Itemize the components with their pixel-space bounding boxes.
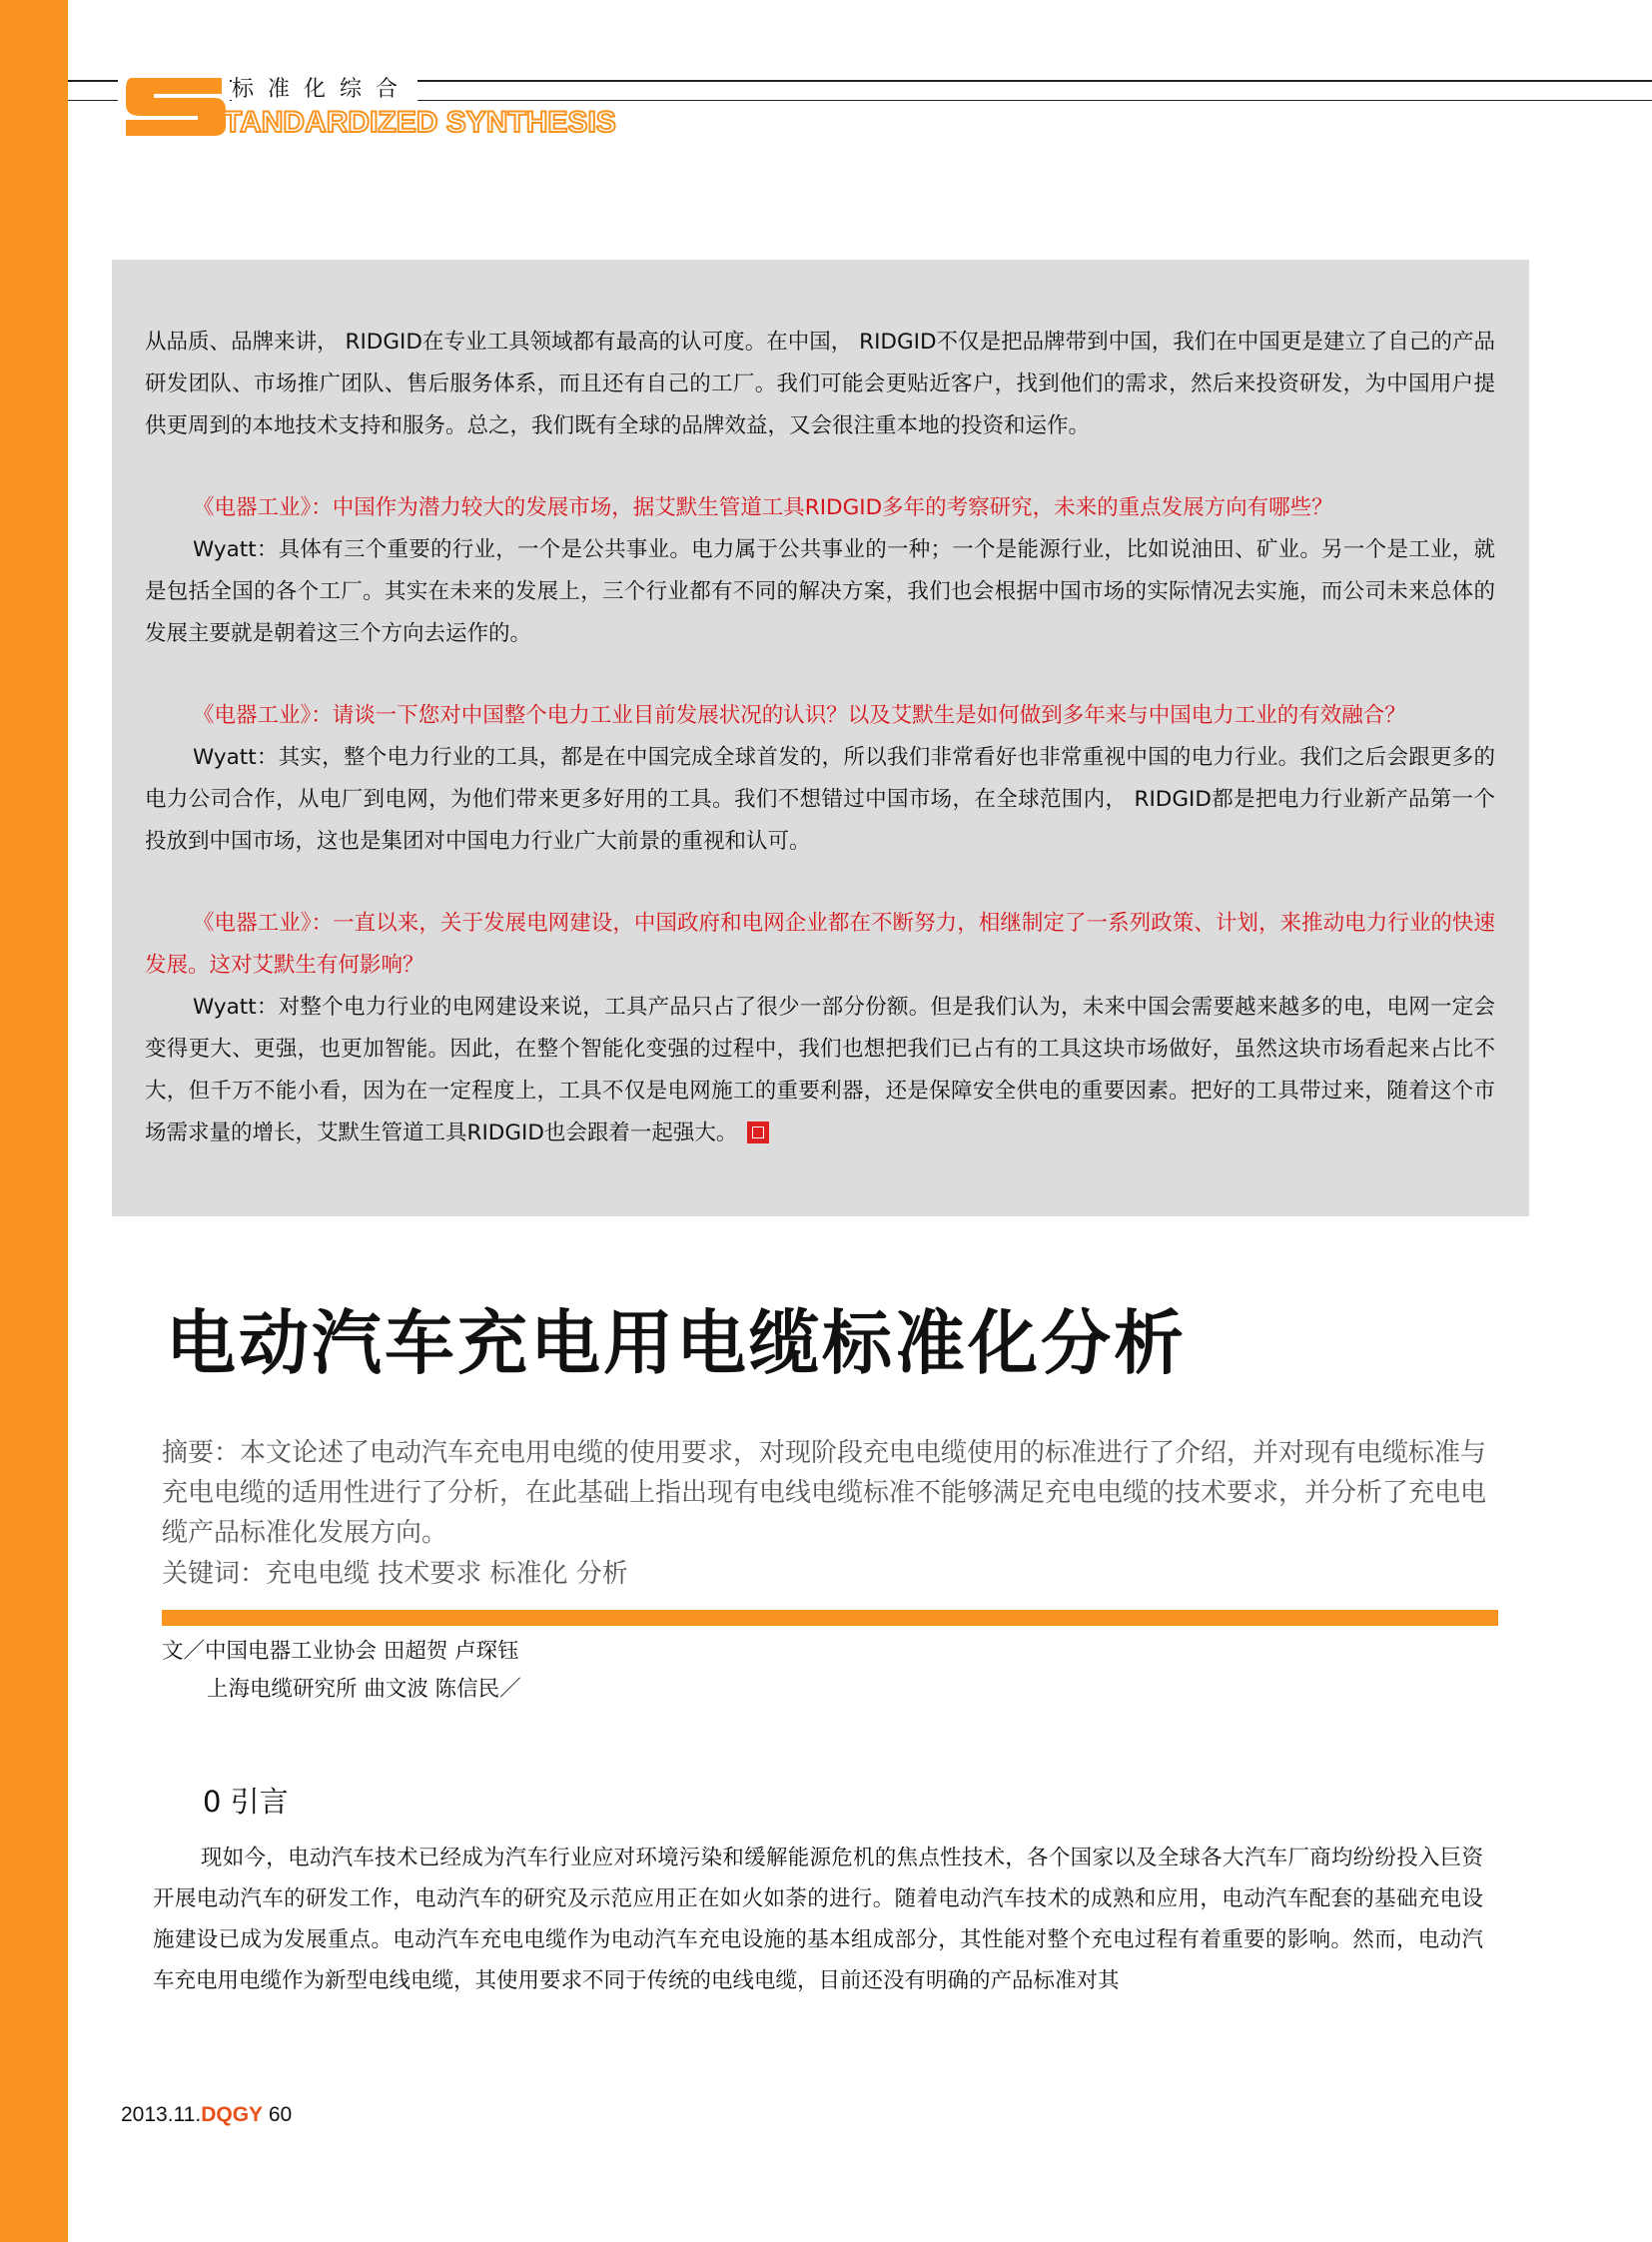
- end-seal-icon: [747, 1121, 769, 1143]
- interview-question: 《电器工业》：中国作为潜力较大的发展市场，据艾默生管道工具RIDGID多年的考察研究，未来的重点发展方向有哪些？: [193, 495, 1333, 520]
- interview-question: 《电器工业》：一直以来，关于发展电网建设，中国政府和电网企业都在不断努力，相继制定了一系列政策、计划，来推动电力行业的快速发展。这对艾默生有何影响？: [145, 911, 1495, 978]
- section-title-en: TANDARDIZED SYNTHESIS: [224, 106, 616, 139]
- interview-question: 《电器工业》：请谈一下您对中国整个电力工业目前发展状况的认识？以及艾默生是如何做到多年来与中国电力工业的有效融合？: [193, 703, 1406, 728]
- section-title-cn: 标准化综合: [232, 78, 417, 102]
- footer-journal: DQGY: [201, 2103, 264, 2126]
- interview-answer: 从品质、品牌来讲， RIDGID在专业工具领域都有最高的认可度。在中国， RIDGID不仅是把品牌带到中国，我们在中国更是建立了自己的产品研发团队、市场推广团队、售后服务体系，而且还有自己的工厂。我们可能会更贴近客户，找到他们的需求，然后来投资研发，为中国用户提供更周到的本地技术支持和服务。总之，我们既有全球的品牌效益，又会很注重本地的投资和运作。: [145, 330, 1495, 438]
- intro-paragraph: 现如今，电动汽车技术已经成为汽车行业应对环境污染和缓解能源危机的焦点性技术，各个国家以及全球各大汽车厂商均纷纷投入巨资开展电动汽车的研发工作，电动汽车的研究及示范应用正在如火如荼的进行。随着电动汽车技术的成熟和应用，电动汽车配套的基础充电设施建设已成为发展重点。电动汽车充电电缆作为电动汽车充电设施的基本组成部分，其性能对整个充电过程有着重要的影响。然而，电动汽车充电用电缆作为新型电线电缆，其使用要求不同于传统的电线电缆，目前还没有明确的产品标准对其: [153, 1846, 1483, 1993]
- author-byline-2: 上海电缆研究所 曲文波 陈信民／: [207, 1677, 521, 1702]
- interview-answer-text: Wyatt：对整个电力行业的电网建设来说，工具产品只占了很少一部分份额。但是我们认为，未来中国会需要越来越多的电，电网一定会变得更大、更强，也更加智能。因此，在整个智能化变强的过程中，我们也想把我们已占有的工具这块市场做好，虽然这块市场看起来占比不大，但千万不能小看，因为在一定程度上，工具不仅是电网施工的重要利器，还是保障安全供电的重要因素。把好的工具带过来，随着这个市场需求量的增长，艾默生管道工具RIDGID也会跟着一起强大。: [145, 995, 1495, 1145]
- page-footer: [121, 2101, 292, 2129]
- page-number: 60: [263, 2103, 293, 2126]
- interview-box: [112, 260, 1529, 1216]
- article-keywords: 关键词：充电电缆 技术要求 标准化 分析: [162, 1559, 628, 1589]
- article-abstract: 摘要：本文论述了电动汽车充电用电缆的使用要求，对现阶段充电电缆使用的标准进行了介绍，并对现有电缆标准与充电电缆的适用性进行了分析，在此基础上指出现有电线电缆标准不能够满足充电电缆的技术要求，并分析了充电电缆产品标准化发展方向。: [162, 1438, 1487, 1548]
- interview-answer: Wyatt：其实，整个电力行业的工具，都是在中国完成全球首发的，所以我们非常看好也非常重视中国的电力行业。我们之后会跟更多的电力公司合作，从电厂到电网，为他们带来更多好用的工具。我们不想错过中国市场，在全球范围内， RIDGID都是把电力行业新产品第一个投放到中国市场，这也是集团对中国电力行业广大前景的重视和认可。: [145, 745, 1495, 854]
- interview-answer: Wyatt：具体有三个重要的行业，一个是公共事业。电力属于公共事业的一种；一个是能源行业，比如说油田、矿业。另一个是工业，就是包括全国的各个工厂。其实在未来的发展上，三个行业都有不同的解决方案，我们也会根据中国市场的实际情况去实施，而公司未来总体的发展主要就是朝着这三个方向去运作的。: [145, 537, 1495, 646]
- interview-answer-last: [145, 987, 1495, 1154]
- section-heading: 0 引言: [203, 1785, 289, 1819]
- section-logo-s-icon: [118, 70, 230, 138]
- left-accent-bar: [0, 0, 68, 2242]
- article-title: 电动汽车充电用电缆标准化分析: [166, 1302, 1187, 1384]
- footer-date: 2013.11.: [121, 2103, 202, 2126]
- orange-divider: [162, 1610, 1498, 1626]
- author-byline: 文／中国电器工业协会 田超贺 卢琛钰: [162, 1639, 519, 1664]
